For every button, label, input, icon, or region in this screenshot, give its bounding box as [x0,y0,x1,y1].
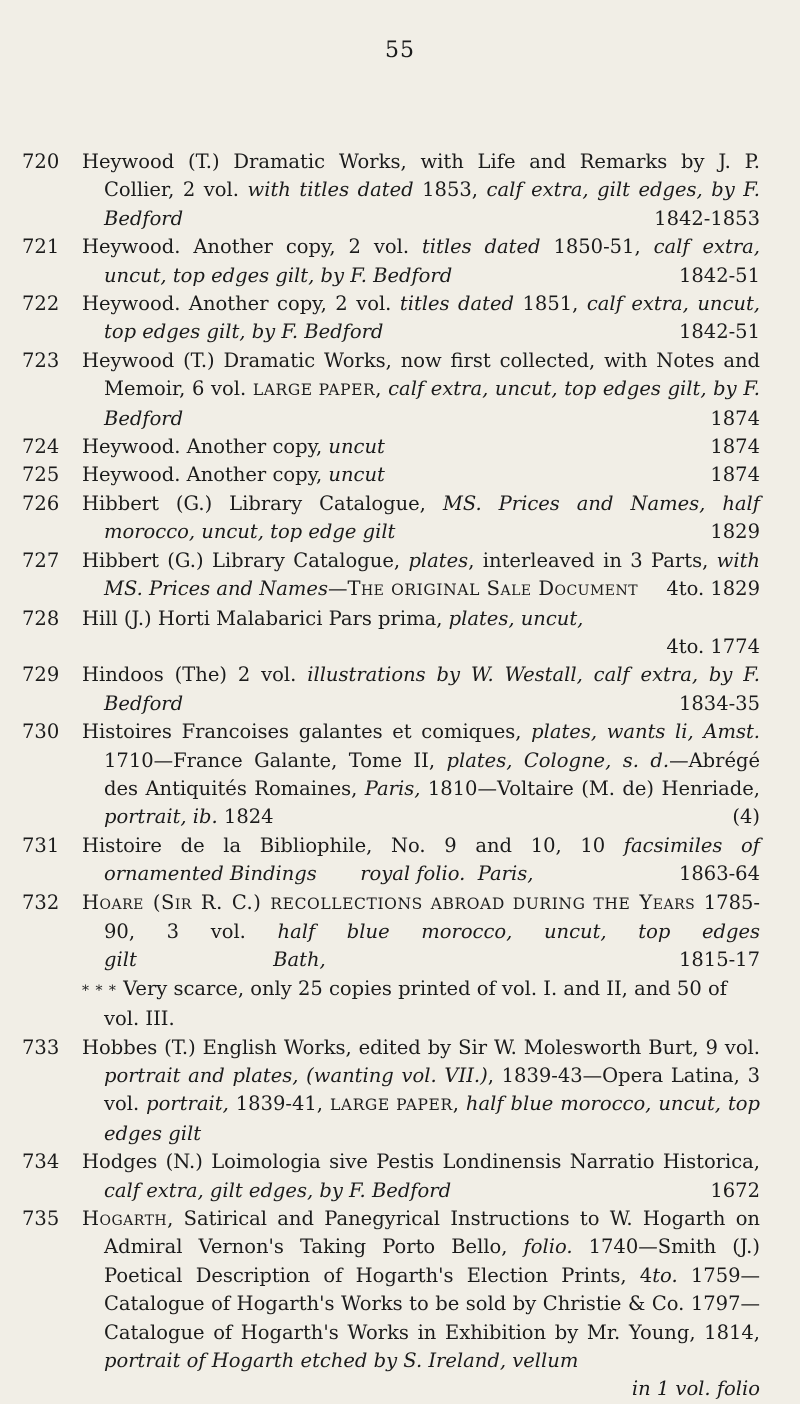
entry-date: 1874 [710,435,760,459]
catalogue-entry [0,433,760,461]
lot-number: 726 [22,491,60,515]
entry-date: 1874 [710,463,760,487]
lot-number: 734 [22,1150,60,1174]
catalogue-list [0,148,800,1404]
lot-number: 724 [22,435,60,459]
catalogue-entry [0,718,760,832]
entry-date: 4to. 1774 [666,634,760,658]
lot-number: 720 [22,150,60,173]
lot-number: 723 [22,348,60,372]
lot-number: 733 [22,1035,60,1059]
entry-text: Histoire de la Bibliophile, No. 9 and 10, 10 facsimiles of ornamented Bindings royal folio. Paris, 1863-64 [82,832,760,889]
page-number: 55 [385,38,415,63]
entry-text: Hodges (N.) Loimologia sive Pestis Londinensis Narratio Historica, calf extra, gilt edges, by F. Bedford 1672 [82,1148,760,1205]
entry-text: Histoires Francoises galantes et comiques, plates, wants li, Amst. 1710—France Galante, Tome II, plates, Cologne, s. d.—Abrégé des Antiquités Romaines, Paris, 1810—Voltaire (M. de) Henriade, portrait, ib. 1824 (4) [82,718,760,832]
catalogue-entry [0,1148,760,1205]
note-text: * * * Very scarce, only 25 copies printed of vol. I. and II, and 50 of vol. III. [82,976,727,1031]
entry-text: Hibbert (G.) Library Catalogue, plates, interleaved in 3 Parts, with MS. Prices and Names—The ORIGINAL Sale Document 4to. 1829 [82,547,760,605]
entry-text: Hobbes (T.) English Works, edited by Sir W. Molesworth Burt, 9 vol. portrait and plates, (wanting vol. VII.), 1839-43—Opera Latina, 3 vol. portrait, 1839-41, LARGE PAPER, half blue morocco, uncut, top edges gilt [82,1035,761,1145]
entry-text: Hogarth, Satirical and Panegyrical Instructions to W. Hogarth on Admiral Vernon's Taking Porto Bello, folio. 1740—Smith (J.) Poetical Description of Hogarth's Election Prints, 4to. 1759—Catalogue of Hogarth's Works to be sold by Christie & Co. 1797—Catalogue of Hogarth's Works in Exhibition by Mr. Young, 1814, portrait of Hogarth etched by S. Ireland, vellum in 1 vol. folio [82,1205,760,1404]
lot-number: 728 [22,606,60,630]
catalogue-entry [0,490,760,547]
catalogue-entry [0,461,760,489]
entry-text: Heywood. Another copy, uncut 1874 [82,433,760,461]
catalogue-entry [0,547,760,605]
lot-number: 731 [22,833,60,857]
catalogue-entry [0,347,760,433]
lot-number: 729 [22,663,60,687]
asterism-icon: * * * [82,982,117,999]
catalogue-entry [0,832,760,889]
entry-date: 4to. 1829 [666,577,760,601]
lot-number: 732 [22,890,60,914]
entry-text: Hoare (Sir R. C.) RECOLLECTIONS ABROAD DURING THE Years 1785-90, 3 vol. half blue morocco, uncut, top edges gilt Bath, 1815-17 [82,889,760,975]
entry-date: 1842-1853 [654,206,760,230]
entry-date: 1672 [710,1178,760,1202]
entry-date: in 1 vol. folio [631,1377,760,1401]
entry-date: 1829 [710,520,760,544]
entry-date: 1842-51 [678,263,760,287]
lot-number: 725 [22,463,60,487]
lot-number: 722 [22,292,60,316]
catalogue-entry [0,1034,760,1149]
catalogue-entry [0,290,760,347]
entry-text: Hindoos (The) 2 vol. illustrations by W. Westall, calf extra, by F. Bedford 1834-35 [82,661,760,718]
entry-date: (4) [732,805,760,829]
lot-number: 735 [22,1207,60,1231]
catalogue-entry [0,889,760,975]
entry-date: 1834-35 [678,691,760,715]
lot-number: 727 [22,548,60,572]
entry-date: 1863-64 [678,862,760,886]
entry-date: 1874 [710,406,760,430]
entry-text: Heywood (T.) Dramatic Works, now first collected, with Notes and Memoir, 6 vol. LARGE PAPER, calf extra, uncut, top edges gilt, by F. Bedford 1874 [82,347,760,433]
entry-text: Heywood (T.) Dramatic Works, with Life and Remarks by J. P. Collier, 2 vol. with titles dated 1853, calf extra, gilt edges, by F. Bedford 1842-1853 [82,148,760,233]
entry-text: Hibbert (G.) Library Catalogue, MS. Prices and Names, half morocco, uncut, top edge gilt 1829 [82,490,760,547]
entry-date: 1815-17 [678,948,760,972]
catalogue-entry [0,148,760,233]
entry-date: 1842-51 [678,320,760,344]
catalogue-entry [0,1205,760,1404]
entry-text: Heywood. Another copy, 2 vol. titles dated 1850-51, calf extra, uncut, top edges gilt, by F. Bedford 1842-51 [82,233,760,290]
entry-text: Heywood. Another copy, uncut 1874 [82,461,760,489]
lot-number: 730 [22,720,60,744]
entry-text: Hill (J.) Horti Malabarici Pars prima, plates, uncut, 4to. 1774 [82,605,760,662]
catalogue-entry [0,605,760,662]
catalogue-note [0,975,760,1034]
entry-text: Heywood. Another copy, 2 vol. titles dated 1851, calf extra, uncut, top edges gilt, by F. Bedford 1842-51 [82,290,760,347]
catalogue-entry [0,233,760,290]
catalogue-entry [0,661,760,718]
lot-number: 721 [22,235,60,259]
